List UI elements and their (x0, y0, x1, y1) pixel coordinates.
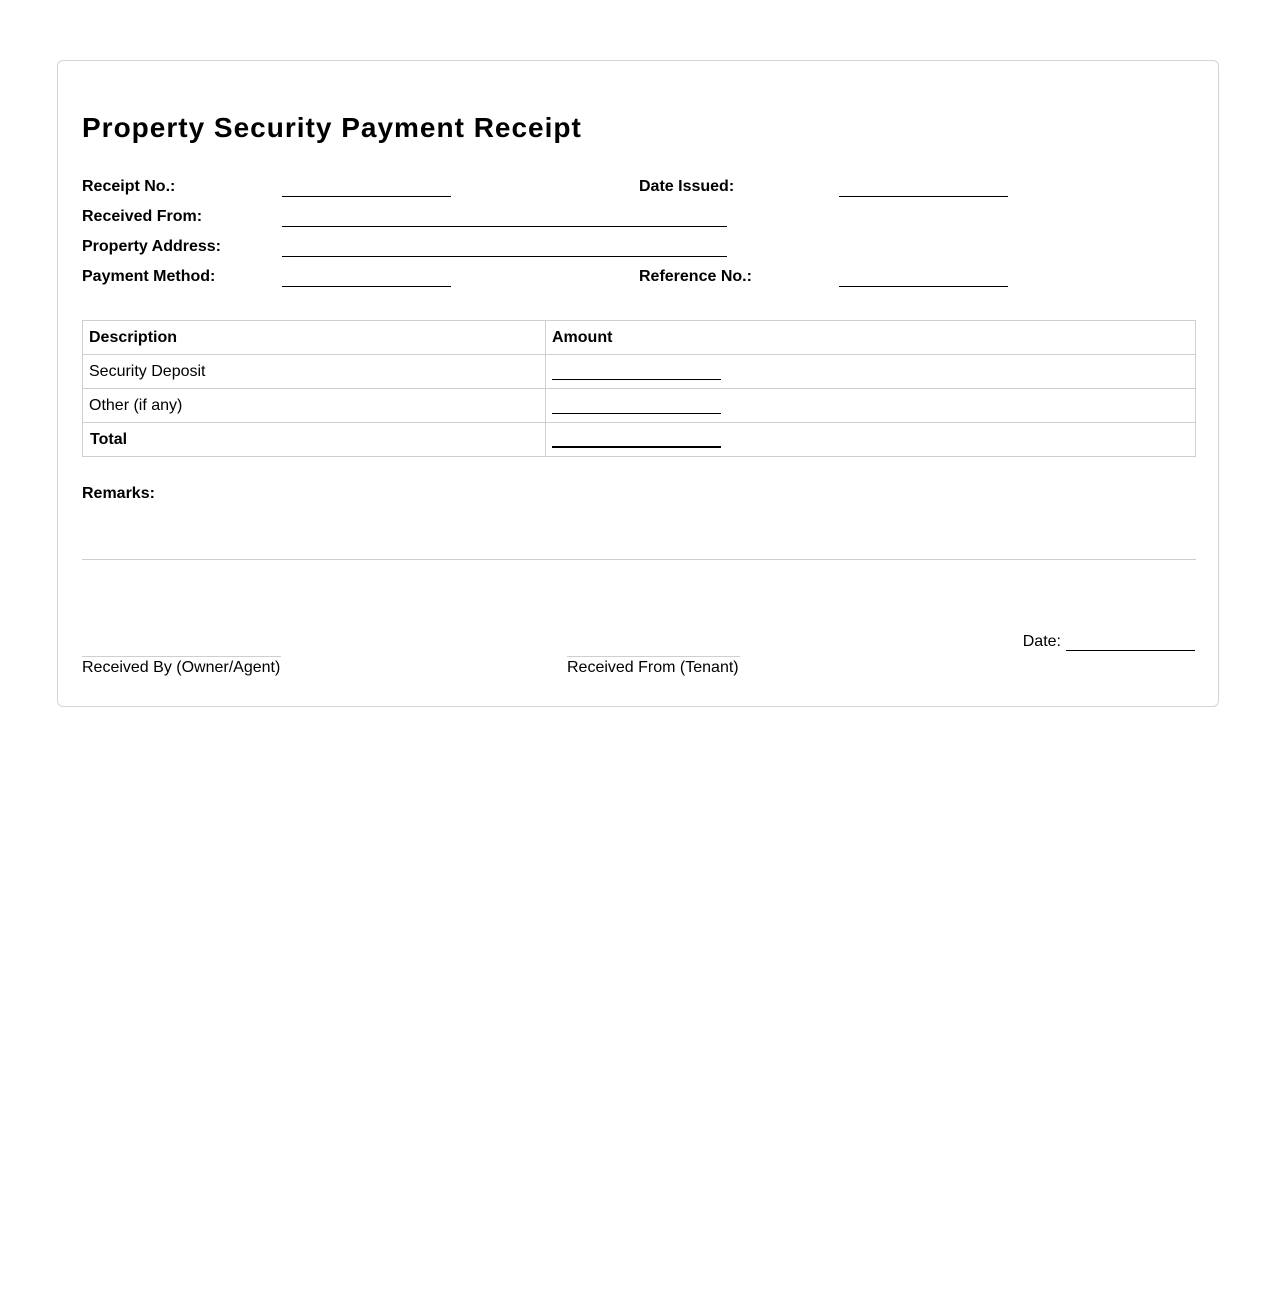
property-address-field[interactable] (282, 237, 727, 257)
payment-method-label: Payment Method: (82, 268, 216, 285)
received-from-field[interactable] (282, 207, 727, 227)
row-description: Security Deposit (83, 355, 546, 389)
total-label: Total (83, 423, 546, 457)
signature-received-from-label: Received From (Tenant) (567, 659, 739, 676)
payment-method-field[interactable] (282, 267, 451, 287)
remarks-field[interactable] (82, 559, 1196, 560)
signature-received-by[interactable] (82, 656, 281, 677)
remarks-label: Remarks: (82, 485, 155, 502)
table-row-total (83, 423, 1196, 457)
signature-received-from[interactable] (567, 656, 740, 677)
field-row-property-address (82, 237, 1202, 259)
row-description: Other (if any) (83, 389, 546, 423)
receipt-no-field[interactable] (282, 177, 451, 197)
signature-line (82, 656, 281, 657)
table-header-row (83, 321, 1196, 355)
total-amount-field[interactable] (546, 423, 1196, 457)
date-issued-label: Date Issued: (639, 178, 735, 195)
signature-line (567, 656, 740, 657)
column-header-amount: Amount (546, 321, 1196, 355)
field-row-payment (82, 267, 1202, 289)
receipt-no-label: Receipt No.: (82, 178, 176, 195)
date-field[interactable] (1066, 635, 1195, 651)
date-issued-field[interactable] (839, 177, 1008, 197)
field-row-received-from (82, 207, 1202, 229)
property-address-label: Property Address: (82, 238, 221, 255)
received-from-label: Received From: (82, 208, 203, 225)
column-header-description: Description (83, 321, 546, 355)
page-title: Property Security Payment Receipt (82, 112, 582, 143)
reference-no-field[interactable] (839, 267, 1008, 287)
row-amount-field[interactable] (546, 355, 1196, 389)
payment-table (82, 320, 1196, 457)
row-amount-field[interactable] (546, 389, 1196, 423)
table-row (83, 389, 1196, 423)
reference-no-label: Reference No.: (639, 268, 752, 285)
table-row (83, 355, 1196, 389)
date-label: Date: (1022, 633, 1061, 650)
signature-date (1023, 633, 1195, 651)
signature-received-by-label: Received By (Owner/Agent) (82, 659, 281, 676)
field-row-receipt (82, 177, 1202, 199)
receipt-card (57, 60, 1219, 707)
